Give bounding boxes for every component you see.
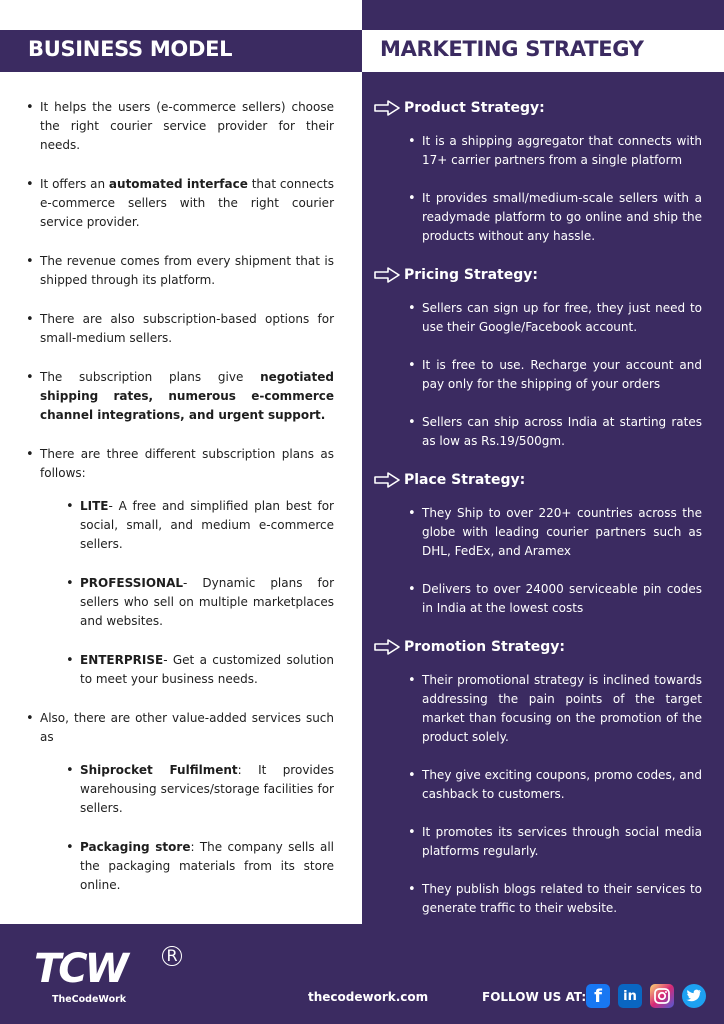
plan-item: • ENTERPRISE- Get a customized solution to meet your business needs. — [64, 651, 334, 689]
place-strategy-heading: Place Strategy: — [374, 470, 704, 490]
list-item: • It offers an automated interface that connects e-commerce sellers with the right courier service provider. — [24, 175, 334, 232]
list-item: • It promotes its services through social media platforms regularly. — [388, 823, 702, 861]
arrow-right-icon — [374, 267, 400, 283]
registered-mark: R — [162, 946, 182, 966]
value-added-services — [64, 761, 334, 895]
marketing-strategy-list — [374, 98, 704, 937]
linkedin-icon[interactable]: in — [618, 984, 642, 1008]
follow-us-label: FOLLOW US AT: — [482, 990, 587, 1004]
twitter-icon[interactable] — [682, 984, 706, 1008]
list-item: • There are also subscription-based options for small-medium sellers. — [24, 310, 334, 348]
arrow-right-icon — [374, 639, 400, 655]
list-item: • It is free to use. Recharge your account and pay only for the shipping of your orders — [388, 356, 702, 394]
business-model-title: BUSINESS MODEL — [28, 37, 233, 61]
plan-item: • PROFESSIONAL- Dynamic plans for sellers who sell on multiple marketplaces and websites. — [64, 574, 334, 631]
thecodework-logo — [34, 946, 184, 1012]
footer — [0, 924, 724, 1024]
website-link[interactable]: thecodework.com — [308, 990, 429, 1004]
list-item: • They give exciting coupons, promo codes, and cashback to customers. — [388, 766, 702, 804]
pricing-strategy-heading: Pricing Strategy: — [374, 265, 704, 285]
list-item: • Sellers can sign up for free, they just need to use their Google/Facebook account. — [388, 299, 702, 337]
marketing-strategy-title: MARKETING STRATEGY — [380, 37, 644, 61]
list-item: • It is a shipping aggregator that connects with 17+ carrier partners from a single platform — [388, 132, 702, 170]
list-item: • It provides small/medium-scale sellers with a readymade platform to go online and ship the products without any hassle. — [388, 189, 702, 246]
list-item: • The revenue comes from every shipment that is shipped through its platform. — [24, 252, 334, 290]
list-item: • They Ship to over 220+ countries across the globe with leading courier partners such as DHL, FedEx, and Aramex — [388, 504, 702, 561]
list-item: • Sellers can ship across India at starting rates as low as Rs.19/500gm. — [388, 413, 702, 451]
logo-wordmark: TheCodeWork — [52, 994, 127, 1005]
list-item: • It helps the users (e-commerce sellers) choose the right courier service provider for their needs. — [24, 98, 334, 155]
list-item: • There are three different subscription plans as follows: — [24, 445, 334, 483]
list-item: • Delivers to over 24000 serviceable pin codes in India at the lowest costs — [388, 580, 702, 618]
business-model-list — [24, 98, 334, 915]
list-item: • Also, there are other value-added services such as — [24, 709, 334, 747]
promotion-strategy-heading: Promotion Strategy: — [374, 637, 704, 657]
subscription-plans — [64, 497, 334, 689]
list-item: • They publish blogs related to their services to generate traffic to their website. — [388, 880, 702, 918]
marketing-strategy-header — [362, 30, 724, 72]
list-item: • Their promotional strategy is inclined towards addressing the pain points of the target market than focusing on the promotion of the product solely. — [388, 671, 702, 747]
arrow-right-icon — [374, 472, 400, 488]
instagram-icon[interactable] — [650, 984, 674, 1008]
arrow-right-icon — [374, 100, 400, 116]
business-model-header — [0, 30, 362, 72]
list-item: • The subscription plans give negotiated shipping rates, numerous e-commerce channel integrations, and urgent support. — [24, 368, 334, 425]
plan-item: • LITE- A free and simplified plan best for social, small, and medium e-commerce sellers. — [64, 497, 334, 554]
service-item: • Packaging store: The company sells all the packaging materials from its store online. — [64, 838, 334, 895]
product-strategy-heading: Product Strategy: — [374, 98, 704, 118]
logo-mark: TCW — [34, 946, 126, 992]
service-item: • Shiprocket Fulfilment: It provides warehousing services/storage facilities for sellers. — [64, 761, 334, 818]
facebook-icon[interactable]: f — [586, 984, 610, 1008]
